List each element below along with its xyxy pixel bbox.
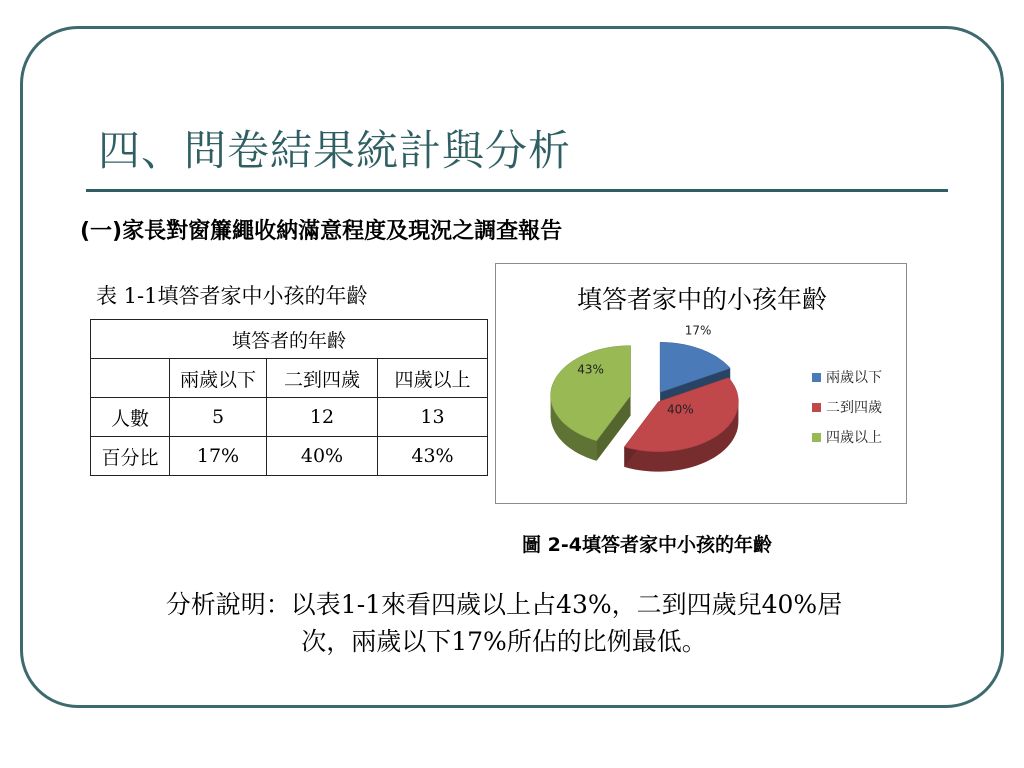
pie-data-label: 43% — [577, 362, 604, 377]
table-row — [91, 437, 488, 476]
legend-swatch — [812, 373, 821, 382]
pie-data-label: 40% — [667, 402, 694, 417]
table-caption: 表 1-1填答者家中小孩的年齡 — [96, 284, 368, 308]
column-under-two: 兩歲以下 — [170, 359, 267, 398]
legend-swatch — [812, 433, 821, 442]
column-blank — [91, 359, 170, 398]
table-cell: 13 — [378, 398, 488, 437]
analysis-line: 次，兩歲以下17%所佔的比例最低。 — [301, 627, 707, 656]
pie-data-label: 17% — [684, 323, 712, 338]
column-over-four: 四歲以上 — [378, 359, 488, 398]
table-cell: 43% — [378, 437, 488, 476]
legend-swatch — [812, 403, 821, 412]
age-table — [90, 319, 488, 476]
table-cell: 5 — [170, 398, 267, 437]
section-subtitle: (一)家長對窗簾繩收納滿意程度及現況之調查報告 — [80, 219, 563, 244]
title-underline — [86, 189, 948, 192]
table-cell: 人數 — [91, 398, 170, 437]
figure-caption: 圖 2-4填答者家中小孩的年齡 — [522, 534, 772, 556]
legend-label: 兩歲以下 — [826, 370, 882, 386]
legend-label: 四歲以上 — [826, 430, 882, 446]
analysis-line: 分析說明：以表1-1來看四歲以上占43%，二到四歲兒40%居 — [165, 590, 843, 619]
legend-label: 二到四歲 — [826, 400, 882, 416]
table-column-row — [91, 359, 488, 398]
table-row — [91, 398, 488, 437]
table-header: 填答者的年齡 — [91, 320, 488, 359]
table-cell: 40% — [267, 437, 378, 476]
table-cell: 百分比 — [91, 437, 170, 476]
slide-title: 四、問卷結果統計與分析 — [98, 126, 572, 175]
pie-chart — [495, 263, 907, 504]
pie-chart-svg — [496, 264, 908, 505]
analysis-text — [94, 586, 914, 660]
chart-title: 填答者家中的小孩年齡 — [576, 285, 828, 314]
column-two-to-four: 二到四歲 — [267, 359, 378, 398]
table-header-row — [91, 320, 488, 359]
table-cell: 17% — [170, 437, 267, 476]
table-cell: 12 — [267, 398, 378, 437]
